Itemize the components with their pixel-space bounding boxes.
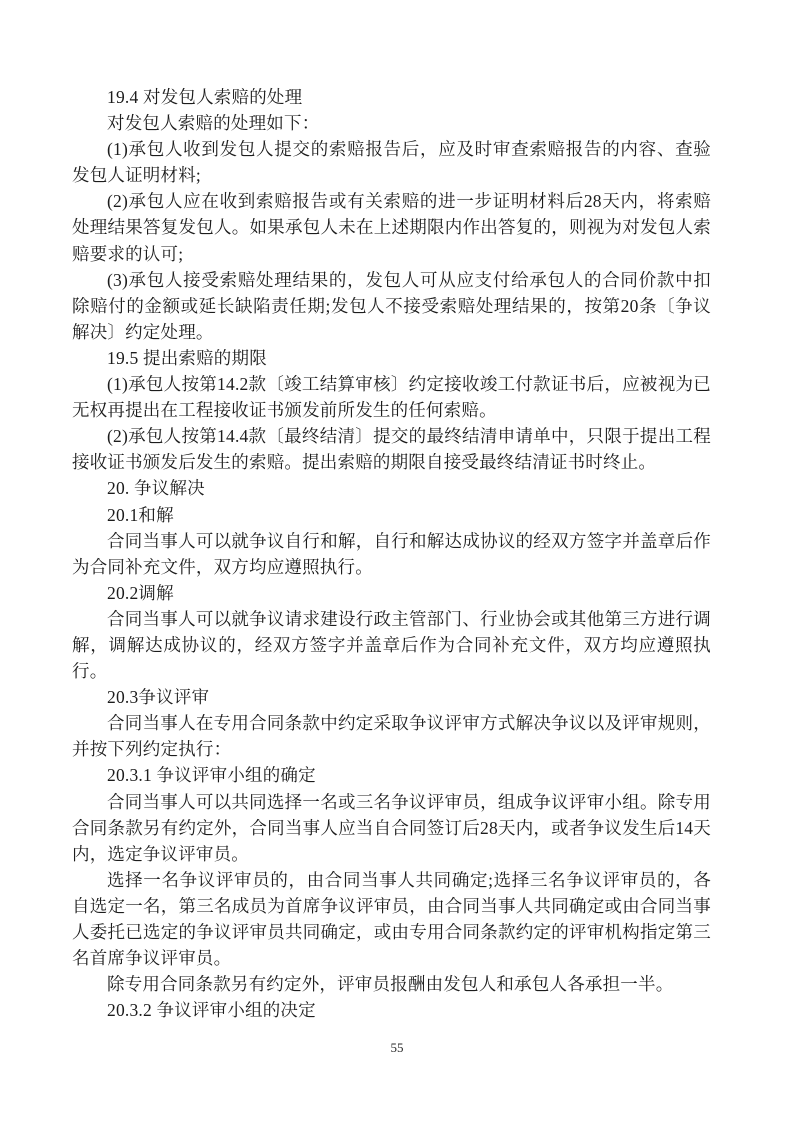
paragraph: (1)承包人收到发包人提交的索赔报告后，应及时审查索赔报告的内容、查验发包人证明材料; [72,139,711,186]
paragraph: 选择一名争议评审员的，由合同当事人共同确定;选择三名争议评审员的，各自选定一名，第三名成员为首席争议评审员，由合同当事人共同确定或由合同当事人委托已选定的争议评审员共同确定，或由专用合同条款约定的评审机构指定第三名首席争议评审员。 [72,869,711,969]
paragraph: (1)承包人按第14.2款〔竣工结算审核〕约定接收竣工付款证书后，应被视为已无权再提出在工程接收证书颁发前所发生的任何索赔。 [72,374,711,421]
clause-heading-20-3: 20.3争议评审 [107,687,210,708]
clause-heading-20-3-2: 20.3.2 争议评审小组的决定 [107,1000,316,1021]
paragraph: 合同当事人可以就争议请求建设行政主管部门、行业协会或其他第三方进行调解，调解达成协议的，经双方签字并盖章后作为合同补充文件，双方均应遵照执行。 [72,608,711,682]
paragraph: 除专用合同条款另有约定外，评审员报酬由发包人和承包人各承担一半。 [107,974,674,995]
paragraph: (3)承包人接受索赔处理结果的，发包人可从应支付给承包人的合同价款中扣除赔付的金额或延长缺陷责任期;发包人不接受索赔处理结果的，按第20条〔争议解决〕约定处理。 [72,269,711,342]
clause-heading-20-3-1: 20.3.1 争议评审小组的确定 [107,765,316,786]
paragraph: 合同当事人在专用合同条款中约定采取争议评审方式解决争议以及评审规则，并按下列约定执行： [72,713,711,760]
document-body [72,84,711,1023]
page-number: 55 [390,1040,404,1055]
clause-heading-20-2: 20.2调解 [107,582,174,603]
paragraph: 合同当事人可以共同选择一名或三名争议评审员，组成争议评审小组。除专用合同条款另有约定外，合同当事人应当自合同签订后28天内，或者争议发生后14天内，选定争议评审员。 [72,791,711,864]
clause-heading-19-5: 19.5 提出索赔的期限 [107,347,267,368]
paragraph: 合同当事人可以就争议自行和解，自行和解达成协议的经双方签字并盖章后作为合同补充文件，双方均应遵照执行。 [72,530,711,577]
paragraph: (2)承包人按第14.4款〔最终结清〕提交的最终结清申请单中，只限于提出工程接收证书颁发后发生的索赔。提出索赔的期限自接受最终结清证书时终止。 [72,426,711,473]
paragraph: 对发包人索赔的处理如下： [107,113,320,134]
clause-heading-20: 20. 争议解决 [107,478,205,499]
paragraph: (2)承包人应在收到索赔报告或有关索赔的进一步证明材料后28天内，将索赔处理结果答复发包人。如果承包人未在上述期限内作出答复的，则视为对发包人索赔要求的认可; [72,191,711,264]
clause-heading-19-4: 19.4 对发包人索赔的处理 [107,87,303,107]
clause-heading-20-1: 20.1和解 [107,504,174,525]
